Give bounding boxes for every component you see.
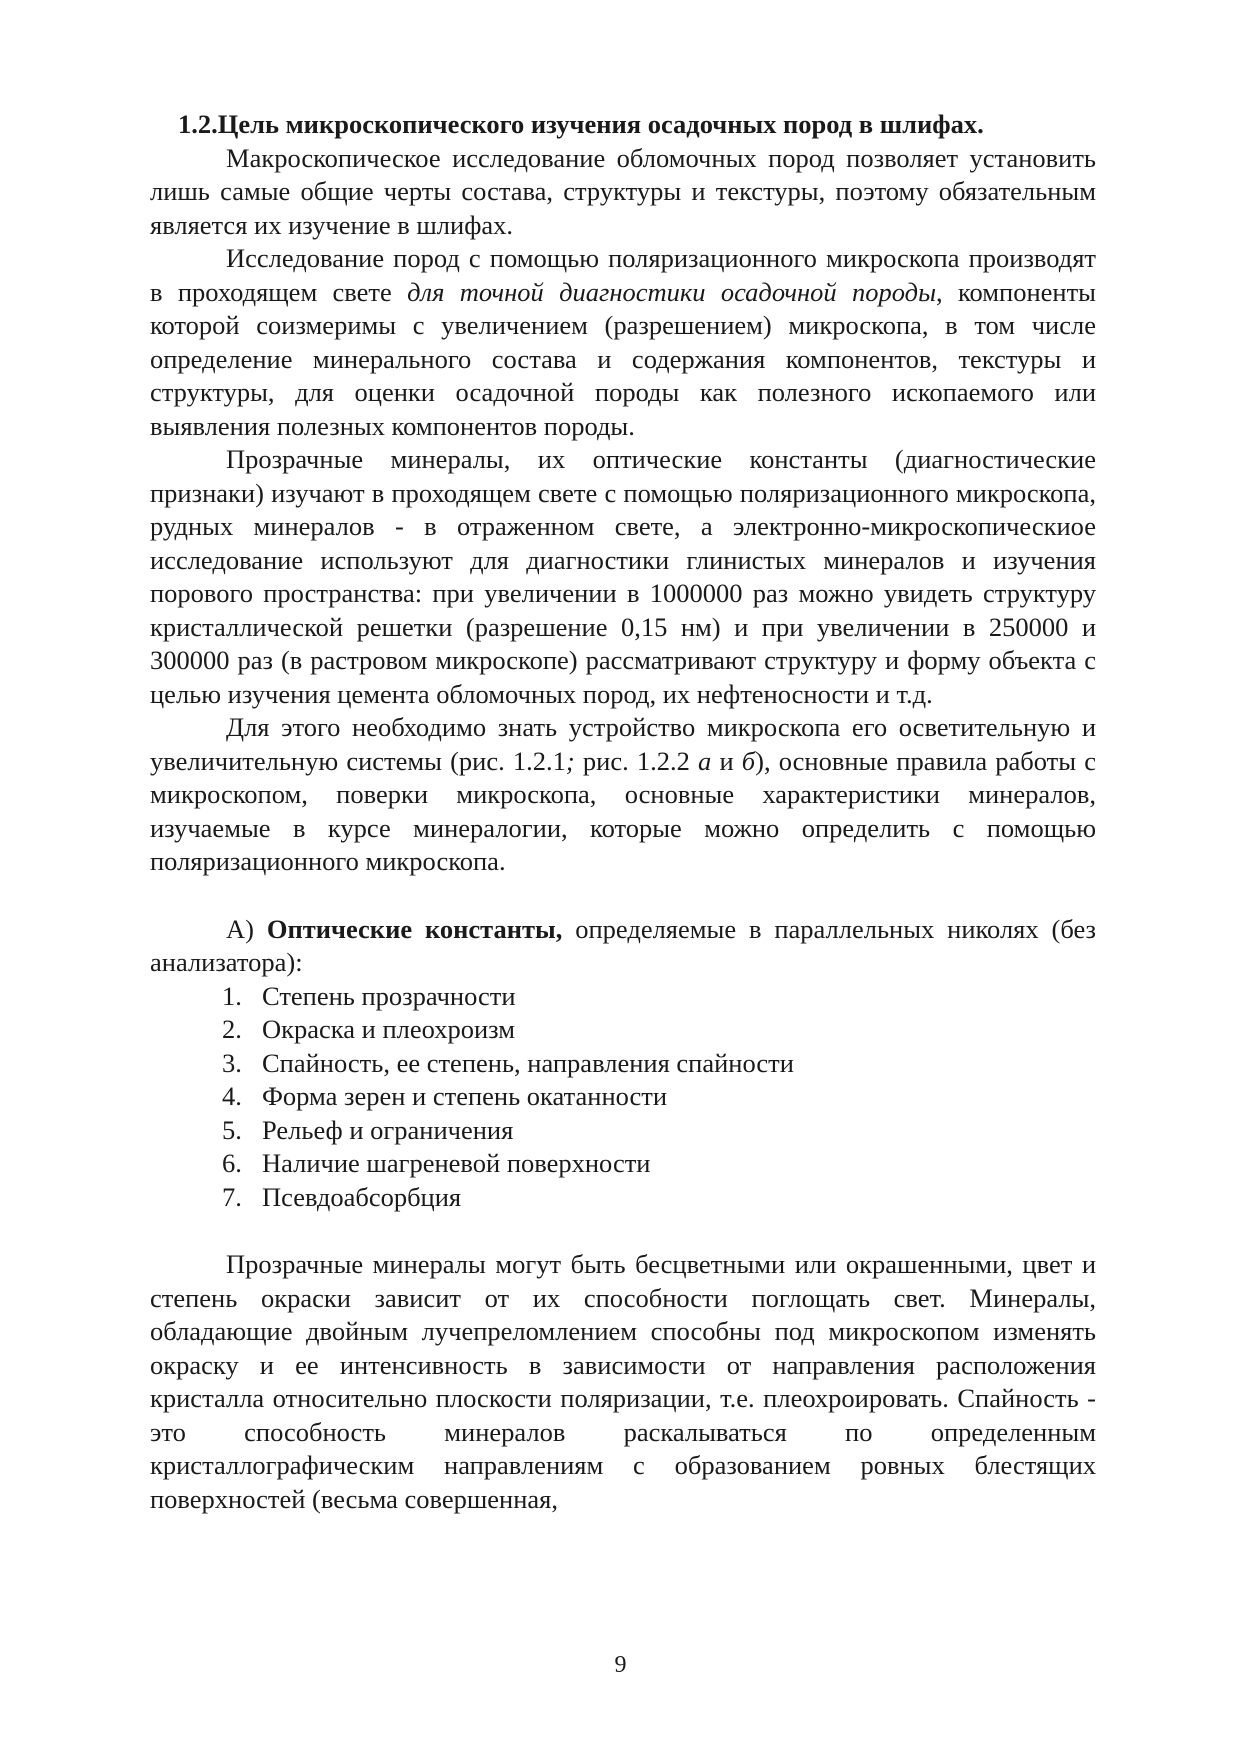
list-item-number: 6. bbox=[222, 1148, 242, 1178]
spacer bbox=[150, 879, 1096, 913]
p2-text-after: , компоненты которой соизмеримы с увеличением (разрешением) микроскопа, в том числе определение минерального состава и содержания компонентов, текстуры и структуры, для оценки осадочной породы как полезного ископаемого или выявления полезных компонентов породы. bbox=[150, 276, 1096, 441]
list-item bbox=[222, 1013, 1096, 1047]
list-item-text: Рельеф и ограничения bbox=[262, 1114, 514, 1145]
list-item-text: Спайность, ее степень, направления спайности bbox=[262, 1047, 794, 1078]
list-item bbox=[222, 980, 1096, 1014]
intro-bold-term: Оптические константы, bbox=[266, 913, 563, 944]
page-number: 9 bbox=[614, 1652, 627, 1678]
p4-text-5: ), основные правила работы с микроскопом, поверки микроскопа, основные характеристики минералов, изучаемые в курсе минералогии, которые можно определить с помощью поляризационного микроскопа. bbox=[150, 745, 1096, 876]
intro-rest: определяемые в параллельных николях (без анализатора): bbox=[150, 913, 1097, 977]
p4-figure-b: б bbox=[741, 745, 756, 776]
list-item-number: 3. bbox=[222, 1047, 242, 1078]
intro-prefix: А) bbox=[226, 913, 267, 944]
list-item bbox=[222, 1147, 1096, 1181]
p4-semicolon: ; bbox=[565, 745, 575, 776]
list-item-text: Псевдоабсорбция bbox=[262, 1181, 462, 1212]
document-page bbox=[150, 108, 1096, 1516]
spacer bbox=[150, 1214, 1096, 1248]
p4-text-3: рис. 1.2.2 bbox=[574, 745, 699, 776]
paragraph-polarization-study bbox=[150, 242, 1096, 443]
list-item-text: Форма зерен и степень окатанности bbox=[262, 1081, 668, 1111]
optical-constants-list bbox=[150, 980, 1096, 1215]
paragraph-microscope-device bbox=[150, 711, 1096, 879]
list-item-number: 7. bbox=[222, 1181, 242, 1212]
p4-text-1: Для этого необходимо знать устройство микроскопа его осветительную и увеличительную системы (рис. 1.2.1 bbox=[150, 712, 1096, 776]
list-item-text: Наличие шагреневой поверхности bbox=[262, 1148, 651, 1178]
p4-text-4: и bbox=[711, 745, 742, 776]
list-item-number: 2. bbox=[222, 1014, 242, 1044]
paragraph-macroscopic: Макроскопическое исследование обломочных пород позволяет установить лишь самые общие черты состава, структуры и текстуры, поэтому обязательным является их изучение в шлифах. bbox=[150, 142, 1096, 240]
p2-italic-phrase: для точной диагностики осадочной породы bbox=[407, 276, 937, 307]
list-item bbox=[222, 1181, 1096, 1215]
paragraph-coloration-cleavage: Прозрачные минералы могут быть бесцветными или окрашенными, цвет и степень окраски зависит от их способности поглощать свет. Минералы, обладающие двойным лучепреломлением способны под микроскопом изменять окраску и ее интенсивность в зависимости от направления расположения кристалла относительно плоскости поляризации, т.е. плеохроировать. Спайность - это способность минералов раскалываться по определенным кристаллографическим направлениям с образованием ровных блестящих поверхностей (весьма совершенная, bbox=[150, 1249, 1096, 1514]
list-item-number: 5. bbox=[222, 1114, 242, 1145]
list-item bbox=[222, 1080, 1096, 1114]
list-item-text: Степень прозрачности bbox=[262, 980, 516, 1011]
list-item-text: Окраска и плеохроизм bbox=[262, 1014, 516, 1044]
section-heading: 1.2.Цель микроскопического изучения осадочных пород в шлифах. bbox=[178, 109, 984, 139]
p4-figure-a: а bbox=[698, 745, 712, 776]
list-item bbox=[222, 1114, 1096, 1148]
list-item-number: 1. bbox=[222, 980, 242, 1011]
list-item-number: 4. bbox=[222, 1081, 242, 1111]
optical-constants-intro bbox=[150, 913, 1096, 980]
list-item bbox=[222, 1047, 1096, 1081]
paragraph-transparent-minerals: Прозрачные минералы, их оптические константы (диагностические признаки) изучают в проходящем свете с помощью поляризационного микроскопа, рудных минералов - в отраженном свете, а электронно-микроскопическиое исследование используют для диагностики глинистых минералов и изучения порового пространства: при увеличении в 1000000 раз можно увидеть структуру кристаллической решетки (разрешение 0,15 нм) и при увеличении в 250000 и 300000 раз (в растровом микроскопе) рассматривают структуру и форму объекта с целью изучения цемента обломочных пород, их нефтеносности и т.д. bbox=[150, 444, 1096, 709]
p2-text-before: Исследование пород с помощью поляризационного микроскопа производят в проходящем свете bbox=[150, 243, 1096, 307]
